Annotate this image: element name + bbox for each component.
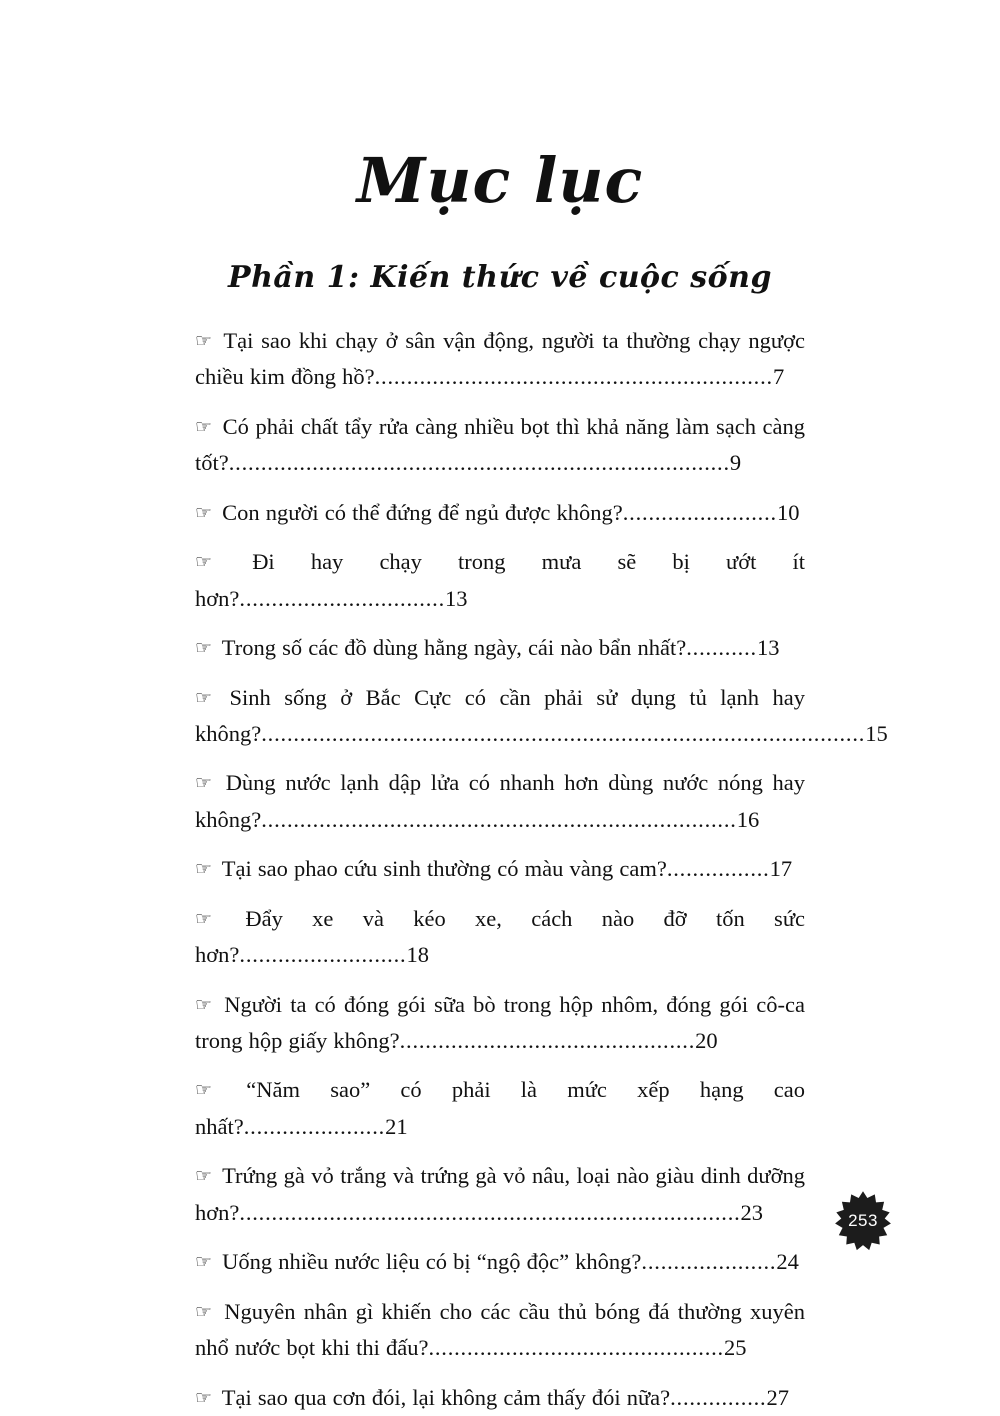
toc-entry[interactable] — [195, 409, 805, 482]
toc-leader-dots: .......................... — [239, 942, 407, 968]
pointing-hand-icon: ☞ — [195, 1165, 213, 1188]
toc-entry[interactable] — [195, 680, 888, 753]
pointing-hand-icon: ☞ — [195, 686, 213, 709]
toc-entry-page: 25 — [724, 1335, 747, 1361]
toc-leader-dots: .......................................................................... — [261, 806, 737, 832]
toc-leader-dots: ................ — [666, 856, 770, 882]
toc-entry[interactable] — [195, 765, 805, 838]
toc-entry-page: 15 — [865, 720, 888, 746]
toc-entry-page: 10 — [776, 499, 800, 525]
page-number-badge — [832, 1190, 894, 1252]
toc-entry[interactable] — [195, 630, 805, 666]
toc-entry-text: Tại sao qua cơn đói, lại không cảm thấy đói nữa? — [221, 1384, 671, 1410]
pointing-hand-icon: ☞ — [195, 501, 213, 524]
pointing-hand-icon: ☞ — [195, 1079, 213, 1102]
toc-leader-dots: ................................ — [239, 585, 445, 611]
toc-entry[interactable] — [195, 1158, 805, 1231]
toc-leader-dots: ..................... — [641, 1249, 777, 1275]
toc-leader-dots: ........................ — [622, 499, 777, 525]
pointing-hand-icon: ☞ — [195, 858, 213, 881]
toc-leader-dots: .............................................. — [399, 1028, 696, 1053]
toc-entry-text: Người ta có đóng gói sữa bò trong hộp nhôm, đóng gói cô-ca trong hộp giấy không? — [195, 991, 805, 1053]
toc-entry-text: Tại sao phao cứu sinh thường có màu vàng cam? — [221, 856, 667, 882]
pointing-hand-icon: ☞ — [195, 330, 213, 352]
toc-leader-dots: ............... — [670, 1384, 767, 1410]
toc-entry-text: Sinh sống ở Bắc Cực có cần phải sử dụng tủ lạnh hay không? — [195, 684, 805, 746]
toc-entry-text: Đi hay chạy trong mưa sẽ bị ướt ít hơn? — [195, 549, 805, 611]
toc-entry-text: Đẩy xe và kéo xe, cách nào đỡ tốn sức hơn? — [195, 905, 805, 968]
section-heading: Phần 1: Kiến thức về cuộc sống — [228, 260, 772, 295]
toc-entry-page: 23 — [740, 1199, 764, 1225]
pointing-hand-icon: ☞ — [195, 551, 213, 574]
toc-entry-text: Trứng gà vỏ trắng và trứng gà vỏ nâu, loại nào giàu dinh dưỡng hơn? — [195, 1163, 805, 1225]
toc-entry[interactable] — [195, 1294, 805, 1367]
toc-entry-page: 16 — [736, 806, 760, 832]
toc-entry-page: 9 — [729, 450, 742, 476]
toc-entry[interactable] — [195, 495, 805, 531]
toc-entry[interactable] — [195, 1072, 805, 1145]
toc-entry[interactable] — [195, 1244, 805, 1280]
toc-entry-page: 13 — [445, 585, 468, 611]
toc-entry-text: Tại sao khi chạy ở sân vận động, người ta thường chạy ngược chiều kim đồng hồ? — [195, 328, 805, 390]
toc-entry[interactable] — [195, 544, 805, 617]
toc-leader-dots: ........... — [686, 635, 757, 661]
toc-entry-page: 24 — [776, 1249, 799, 1275]
pointing-hand-icon: ☞ — [195, 993, 213, 1016]
toc-leader-dots: .............................................................................................. — [261, 720, 866, 746]
pointing-hand-icon: ☞ — [195, 1386, 213, 1409]
toc-entry-text: Con người có thể đứng để ngủ được không? — [222, 499, 623, 525]
toc-entry-text: Nguyên nhân gì khiến cho các cầu thủ bóng đá thường xuyên nhổ nước bọt khi thi đấu? — [195, 1298, 806, 1361]
pointing-hand-icon: ☞ — [195, 637, 213, 660]
toc-entry-page: 18 — [406, 942, 429, 968]
toc-entry-page: 13 — [756, 635, 780, 661]
page-number: 253 — [848, 1211, 878, 1230]
toc-entry[interactable] — [195, 323, 805, 396]
toc-leader-dots: .............................................................. — [374, 364, 773, 390]
toc-leader-dots: .............................................................................. — [239, 1199, 741, 1225]
pointing-hand-icon: ☞ — [195, 907, 213, 930]
pointing-hand-icon: ☞ — [195, 415, 213, 438]
toc-entry[interactable] — [195, 1380, 805, 1416]
toc-leader-dots: .............................................................................. — [228, 450, 730, 476]
pointing-hand-icon: ☞ — [195, 1251, 213, 1274]
toc-entry-text: “Năm sao” có phải là mức xếp hạng cao nhất? — [195, 1077, 806, 1139]
toc-leader-dots: ...................... — [243, 1113, 386, 1139]
toc-entry[interactable] — [195, 851, 805, 887]
toc-entry-page: 20 — [695, 1028, 718, 1053]
toc-leader-dots: .............................................. — [428, 1335, 724, 1361]
pointing-hand-icon: ☞ — [195, 1300, 213, 1323]
toc-entry-page: 7 — [772, 364, 785, 390]
page-title: Mục lục — [356, 144, 644, 217]
toc-entry-page: 27 — [766, 1384, 789, 1410]
toc-entry-page: 17 — [769, 856, 793, 882]
toc-entry-text: Có phải chất tẩy rửa càng nhiều bọt thì khả năng làm sạch càng tốt? — [195, 413, 806, 476]
toc-entry-text: Trong số các đồ dùng hằng ngày, cái nào bẩn nhất? — [221, 635, 687, 661]
toc-entry-text: Dùng nước lạnh dập lửa có nhanh hơn dùng nước nóng hay không? — [195, 770, 805, 832]
toc-entry[interactable] — [195, 901, 805, 974]
toc-entry-text: Uống nhiều nước liệu có bị “ngộ độc” không? — [222, 1249, 642, 1275]
toc-entry-page: 21 — [385, 1113, 408, 1139]
toc-entry[interactable] — [195, 987, 805, 1060]
pointing-hand-icon: ☞ — [195, 772, 213, 795]
